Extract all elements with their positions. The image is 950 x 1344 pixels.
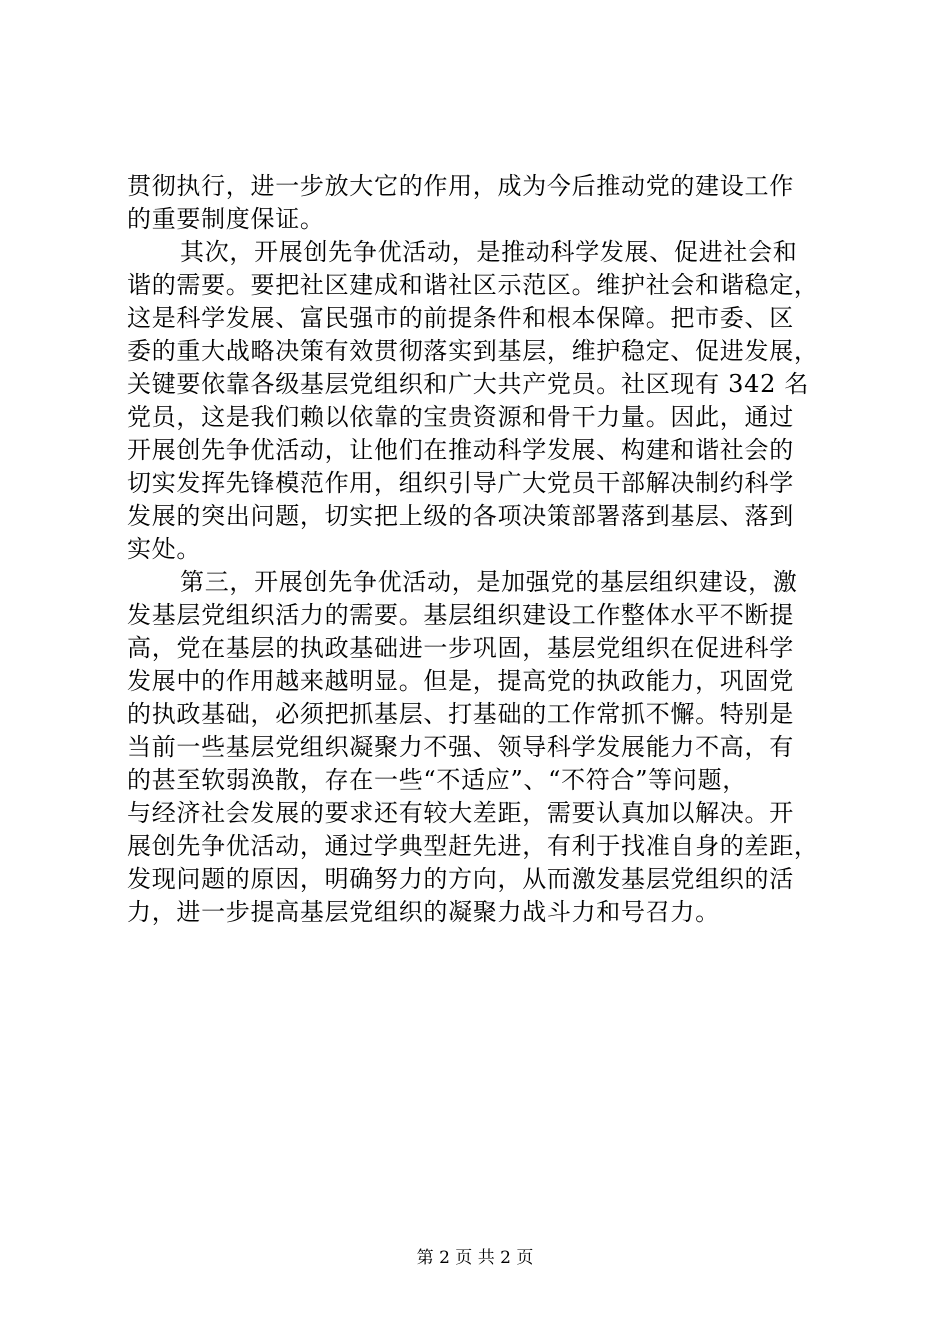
text-line: 的重要制度保证。: [127, 205, 325, 233]
text-line: 高，党在基层的执政基础进一步巩固，基层党组织在促进科学: [127, 634, 794, 662]
document-body: [127, 170, 827, 929]
text-line: 当前一些基层党组织凝聚力不强、领导科学发展能力不高，有: [127, 733, 794, 761]
text-line: 的执政基础，必须把抓基层、打基础的工作常抓不懈。特别是: [127, 700, 794, 728]
text-line: 关键要依靠各级基层党组织和广大共产党员。社区现有 342 名: [127, 370, 810, 398]
text-line: 党员，这是我们赖以依靠的宝贵资源和骨干力量。因此，通过: [127, 403, 794, 431]
text-line: 发展中的作用越来越明显。但是，提高党的执政能力，巩固党: [127, 667, 794, 695]
text-line: 这是科学发展、富民强市的前提条件和根本保障。把市委、区: [127, 304, 794, 332]
text-line: 切实发挥先锋模范作用，组织引导广大党员干部解决制约科学: [127, 469, 794, 497]
text-line: 委的重大战略决策有效贯彻落实到基层，维护稳定、促进发展，: [127, 337, 819, 365]
text-line: 力，进一步提高基层党组织的凝聚力战斗力和号召力。: [127, 898, 720, 926]
text-line: 贯彻执行，进一步放大它的作用，成为今后推动党的建设工作: [127, 172, 794, 200]
paragraph-start-line: 其次，开展创先争优活动，是推动科学发展、促进社会和: [180, 238, 798, 266]
text-line: 发基层党组织活力的需要。基层组织建设工作整体水平不断提: [127, 601, 794, 629]
paragraph-start-line: 第三，开展创先争优活动，是加强党的基层组织建设，激: [180, 568, 798, 596]
text-line: 发展的突出问题，切实把上级的各项决策部署落到基层、落到: [127, 502, 794, 530]
text-line: 展创先争优活动，通过学典型赶先进，有利于找准自身的差距，: [127, 832, 819, 860]
text-line: 与经济社会发展的要求还有较大差距，需要认真加以解决。开: [127, 799, 794, 827]
page-number-footer: 第 2 页 共 2 页: [416, 1248, 534, 1268]
text-line: 实处。: [127, 535, 202, 563]
text-line: 谐的需要。要把社区建成和谐社区示范区。维护社会和谐稳定，: [127, 271, 819, 299]
text-line: 的甚至软弱涣散，存在一些“不适应”、“不符合”等问题，: [127, 766, 747, 794]
text-line: 开展创先争优活动，让他们在推动科学发展、构建和谐社会的: [127, 436, 794, 464]
text-line: 发现问题的原因，明确努力的方向，从而激发基层党组织的活: [127, 865, 794, 893]
